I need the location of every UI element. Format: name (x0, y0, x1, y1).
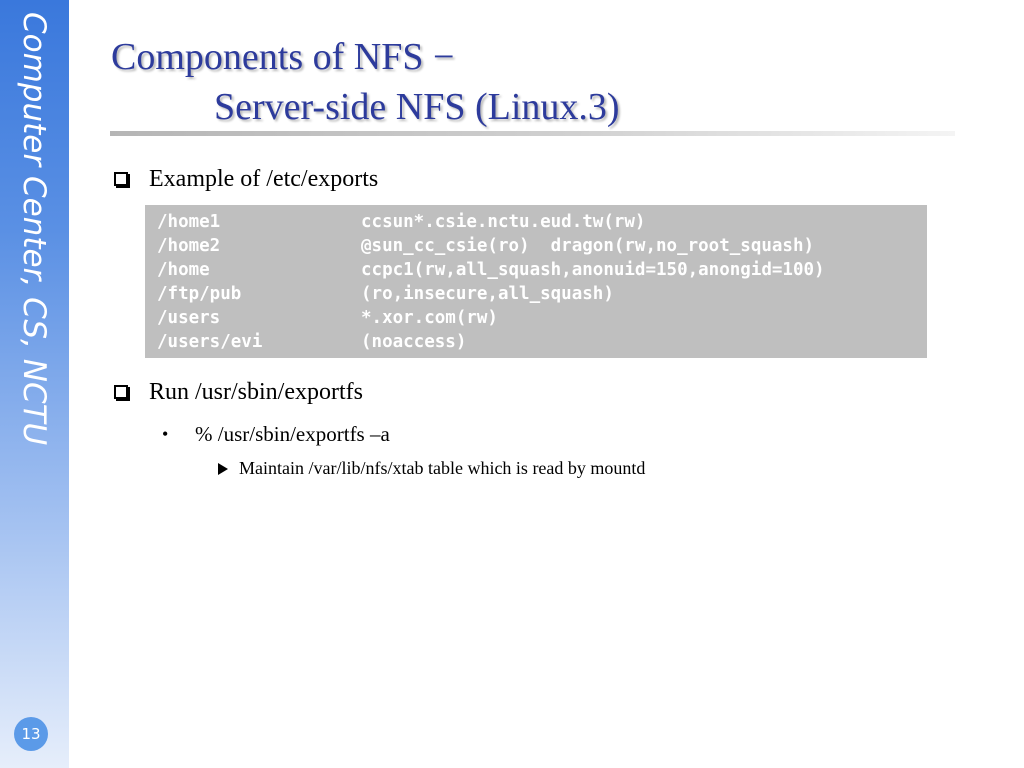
exports-row (157, 258, 927, 282)
export-path: /ftp/pub (157, 284, 242, 304)
export-path: /users (157, 308, 221, 328)
checkbox-icon (114, 172, 128, 186)
export-options: (ro,insecure,all_squash) (361, 284, 614, 304)
sidebar (0, 0, 69, 768)
slide-title (111, 32, 931, 132)
bullet-example: Example of /etc/exports (149, 166, 379, 192)
export-path: /home (157, 260, 210, 280)
title-underline (110, 131, 955, 136)
export-options: (noaccess) (361, 332, 467, 352)
exports-code-block (145, 205, 927, 358)
bullet-note: Maintain /var/lib/nfs/xtab table which is read by mountd (239, 458, 646, 478)
export-path: /home2 (157, 236, 221, 256)
export-options: @sun_cc_csie(ro) dragon(rw,no_root_squash) (361, 236, 815, 256)
exports-row (157, 306, 927, 330)
sidebar-label: Computer Center, CS, NCTU (16, 12, 52, 446)
exports-row (157, 330, 927, 354)
export-path: /home1 (157, 212, 221, 232)
checkbox-icon (114, 385, 128, 399)
arrow-icon (218, 463, 228, 475)
slide-title-line1: Components of NFS − (111, 36, 455, 78)
bullet-run: Run /usr/sbin/exportfs (149, 379, 363, 405)
page-number-badge: 13 (14, 717, 48, 751)
export-options: ccsun*.csie.nctu.eud.tw(rw) (361, 212, 646, 232)
exports-row (157, 234, 927, 258)
slide-title-line2: Server-side NFS (Linux.3) (214, 86, 620, 128)
export-path: /users/evi (157, 332, 263, 352)
bullet-command: % /usr/sbin/exportfs –a (195, 422, 390, 446)
exports-row (157, 210, 927, 234)
dot-icon: • (162, 424, 169, 444)
export-options: ccpc1(rw,all_squash,anonuid=150,anongid=100) (361, 260, 825, 280)
export-options: *.xor.com(rw) (361, 308, 498, 328)
exports-row (157, 282, 927, 306)
